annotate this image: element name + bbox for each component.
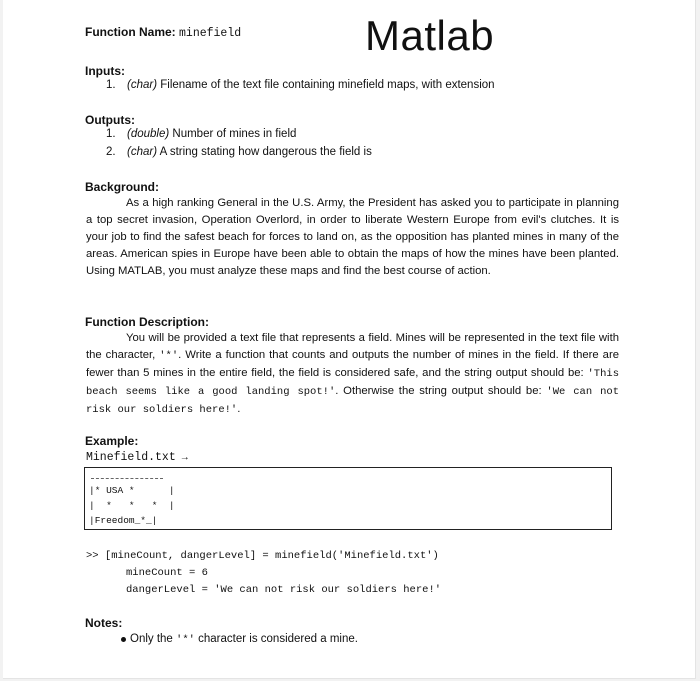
list-number: 1. (106, 128, 116, 140)
function-name-value: minefield (179, 27, 242, 40)
arrow-icon: → (179, 452, 190, 463)
type-label: (double) (127, 128, 170, 140)
example-result-count: mineCount = 6 (126, 567, 208, 579)
note-item (130, 633, 358, 646)
function-name-label: Function Name: (85, 25, 176, 39)
divider (91, 478, 163, 479)
document-page (3, 0, 696, 679)
background-heading: Background: (85, 180, 160, 194)
bullet-icon (121, 637, 126, 642)
example-result-danger: dangerLevel = 'We can not risk our soldiers here!' (126, 584, 442, 596)
item-text: A string stating how dangerous the field is (159, 146, 372, 158)
file-name: Minefield.txt (86, 451, 176, 464)
description-text-4: . (237, 403, 241, 416)
notes-heading: Notes: (85, 616, 123, 630)
description-text-3: . Otherwise the string output should be: (335, 385, 542, 398)
file-line: | * * * | (89, 500, 175, 511)
file-line: |* USA * | (89, 485, 175, 496)
function-name (85, 25, 241, 40)
example-file-box (84, 467, 612, 530)
outputs-heading: Outputs: (85, 113, 135, 127)
description-heading: Function Description: (85, 315, 209, 329)
note-prefix: Only the (130, 633, 173, 645)
type-label: (char) (127, 79, 158, 91)
type-label: (char) (127, 146, 158, 158)
example-file-label (86, 451, 190, 464)
list-number: 2. (106, 146, 116, 158)
example-heading: Example: (85, 434, 139, 448)
note-char: '*' (176, 634, 195, 646)
safe-string-code: 'This beach seems like a good landing spot!' (86, 368, 619, 399)
background-paragraph (86, 195, 619, 280)
background-text: As a high ranking General in the U.S. Army, the President has asked you to participate in planning a top secret invasion, Operation Overlord, in order to liberate Western Europe from evil's clutches. It is your job to find the safest beach for forces to land on, as the opposition has planted mines in many of the areas. American spies in Europe have been able to obtain the maps of how the mines have been planted. Using MATLAB, you must analyze these maps and find the best course of action. (86, 197, 619, 278)
matlab-watermark: Matlab (365, 12, 495, 59)
inputs-heading: Inputs: (85, 64, 125, 78)
example-command: >> [mineCount, dangerLevel] = minefield('Minefield.txt') (86, 550, 439, 562)
item-text: Number of mines in field (172, 128, 297, 140)
description-text-1: You will be provided a text file that represents a field. Mines will be represented in the text file with the character, (86, 332, 619, 362)
description-text-2: . Write a function that counts and outputs the number of mines in the field. If there are fewer than 5 mines in the entire field, the field is considered safe, and the string output should be: (86, 349, 619, 380)
description-paragraph (86, 330, 619, 419)
note-suffix: character is considered a mine. (198, 633, 358, 645)
danger-string-code: 'We can not risk our soldiers here!' (86, 386, 620, 417)
item-text: Filename of the text file containing minefield maps, with extension (160, 79, 495, 91)
file-line: |Freedom_*_| (89, 515, 158, 526)
mine-char-code: '*' (159, 350, 179, 363)
list-number: 1. (106, 79, 116, 91)
